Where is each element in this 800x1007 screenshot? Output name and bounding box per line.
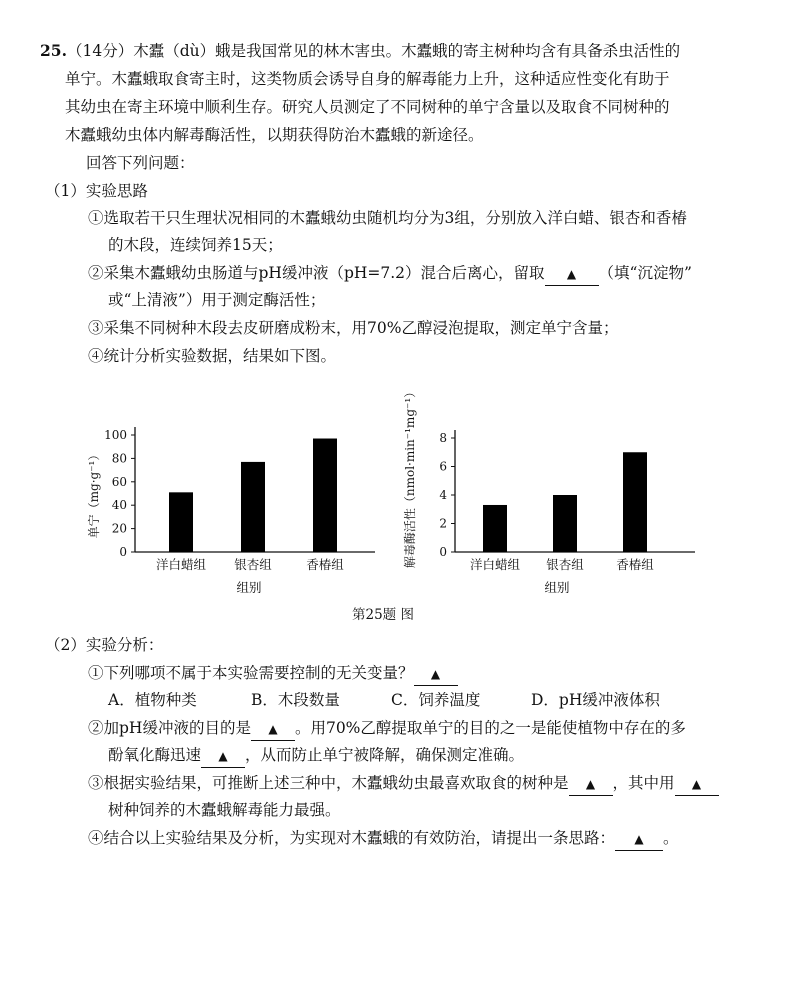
chart1-y-tick-label: 40 [111, 498, 127, 513]
answer-blank-5[interactable] [569, 772, 613, 796]
chart2-y-label: 解毒酶活性（nmol·min⁻¹mg⁻¹） [403, 385, 417, 569]
answer-blank-4[interactable] [201, 744, 245, 768]
q4-line [88, 827, 679, 851]
q1-text: ①下列哪项不属于本实验需要控制的无关变量？ [88, 664, 414, 682]
part1-heading: （1）实验思路 [45, 182, 148, 200]
intro-line-1: 木蠹（dù）蛾是我国常见的林木害虫。木蠹蛾的寄主树种均含有具备杀虫活性的 [133, 42, 681, 60]
answer-blank-3[interactable] [251, 717, 295, 741]
intro-line-4: 木蠹蛾幼虫体内解毒酶活性，以期获得防治木蠹蛾的新途径。 [65, 126, 484, 144]
option-d[interactable]: D．pH缓冲液体积 [531, 691, 660, 709]
chart1-bar [241, 462, 265, 552]
blank-triangle-icon: ▲ [566, 267, 577, 281]
chart1-y-tick-label: 80 [111, 451, 127, 466]
chart2-y-tick-label: 6 [439, 459, 447, 474]
blank-triangle-icon: ▲ [634, 832, 644, 846]
chart2-y-tick-label: 2 [439, 516, 447, 531]
q3-text-a: ③根据实验结果，可推断上述三种中，木蠹蛾幼虫最喜欢取食的树种是 [88, 774, 569, 792]
question-points: （14分） [66, 42, 134, 60]
part2-heading: （2）实验分析： [45, 636, 164, 654]
step2-line-1 [88, 262, 692, 286]
figure-charts [0, 380, 800, 600]
answer-blank-1[interactable] [545, 262, 599, 286]
step1-line-1: ①选取若干只生理状况相同的木蠹蛾幼虫随机均分为3组，分别放入洋白蜡、银杏和香椿 [88, 209, 687, 227]
q3-line-1 [88, 772, 719, 796]
step2-text-b: （填“沉淀物” [598, 264, 692, 282]
option-b[interactable]: B．木段数量 [251, 691, 340, 709]
blank-triangle-icon: ▲ [268, 722, 278, 736]
chart2-x-tick-label: 洋白蜡组 [469, 557, 521, 572]
q4-period: 。 [663, 829, 679, 847]
q2-line-2 [108, 744, 524, 768]
chart2-y-tick-label: 4 [439, 488, 447, 502]
chart1-y-label: 单宁（mg·g⁻¹） [87, 448, 101, 539]
answer-prompt: 回答下列问题： [86, 154, 195, 172]
chart1-x-tick-label: 洋白蜡组 [155, 557, 207, 572]
chart2-x-tick-label: 银杏组 [546, 557, 584, 572]
q1-line [88, 662, 458, 686]
q2-text-a: ②加pH缓冲液的目的是 [88, 719, 251, 737]
chart1-bar [313, 439, 337, 552]
q2-text-d: ，从而防止单宁被降解，确保测定准确。 [245, 746, 525, 764]
chart1-bar [169, 492, 193, 552]
chart1-y-tick-label: 0 [119, 545, 127, 559]
blank-triangle-icon: ▲ [430, 667, 441, 681]
q3-text-b: ，其中用 [612, 774, 675, 792]
chart2-bar [623, 452, 647, 552]
blank-triangle-icon: ▲ [585, 777, 596, 791]
q4-text: ④结合以上实验结果及分析，为实现对木蠹蛾的有效防治，请提出一条思路： [88, 829, 616, 847]
answer-blank-6[interactable] [675, 772, 719, 796]
intro-line-3: 其幼虫在寄主环境中顺利生存。研究人员测定了不同树种的单宁含量以及取食不同树种的 [65, 98, 670, 116]
chart1-y-tick-label: 20 [111, 521, 127, 536]
step2-line-2: 或“上清液”）用于测定酶活性； [108, 291, 326, 309]
q1-options [108, 689, 660, 711]
figure-caption: 第25题 图 [352, 607, 414, 623]
intro-line-2: 单宁。木蠹蛾取食寄主时，这类物质会诱导自身的解毒能力上升，这种适应性变化有助于 [65, 70, 670, 88]
step1-line-2: 的木段，连续饲养15天； [108, 236, 283, 254]
chart2-bar [553, 495, 577, 552]
step2-text-a: ②采集木蠹蛾幼虫肠道与pH缓冲液（pH=7.2）混合后离心，留取 [88, 264, 545, 282]
q2-line-1 [88, 717, 686, 741]
chart2-y-tick-label: 0 [439, 545, 447, 559]
step3-line: ③采集不同树种木段去皮研磨成粉末，用70%乙醇浸泡提取，测定单宁含量； [88, 319, 619, 337]
blank-triangle-icon: ▲ [691, 777, 702, 791]
question-number: 25. [40, 41, 67, 60]
answer-blank-7[interactable] [615, 827, 663, 851]
chart2-x-tick-label: 香椿组 [616, 557, 654, 572]
q2-text-b: 。用70%乙醇提取单宁的目的之一是能使植物中存在的多 [294, 719, 686, 737]
step4-line: ④统计分析实验数据，结果如下图。 [88, 347, 337, 365]
chart1-x-tick-label: 银杏组 [234, 557, 272, 572]
blank-triangle-icon: ▲ [218, 749, 228, 763]
chart1-x-label: 组别 [236, 580, 262, 595]
q3-line-2: 树种饲养的木蠹蛾解毒能力最强。 [108, 801, 341, 819]
chart2-x-label: 组别 [544, 580, 570, 595]
option-c[interactable]: C．饲养温度 [391, 691, 481, 709]
chart2-bar [483, 505, 507, 552]
chart1-y-tick-label: 60 [111, 474, 127, 489]
question-line-1 [40, 40, 680, 62]
chart2-y-tick-label: 8 [439, 431, 447, 445]
answer-blank-2[interactable] [414, 662, 458, 686]
chart1-y-tick-label: 100 [104, 428, 127, 442]
option-a[interactable]: A．植物种类 [108, 691, 197, 709]
chart1-x-tick-label: 香椿组 [306, 557, 344, 572]
q2-text-c: 酚氧化酶迅速 [108, 746, 202, 764]
